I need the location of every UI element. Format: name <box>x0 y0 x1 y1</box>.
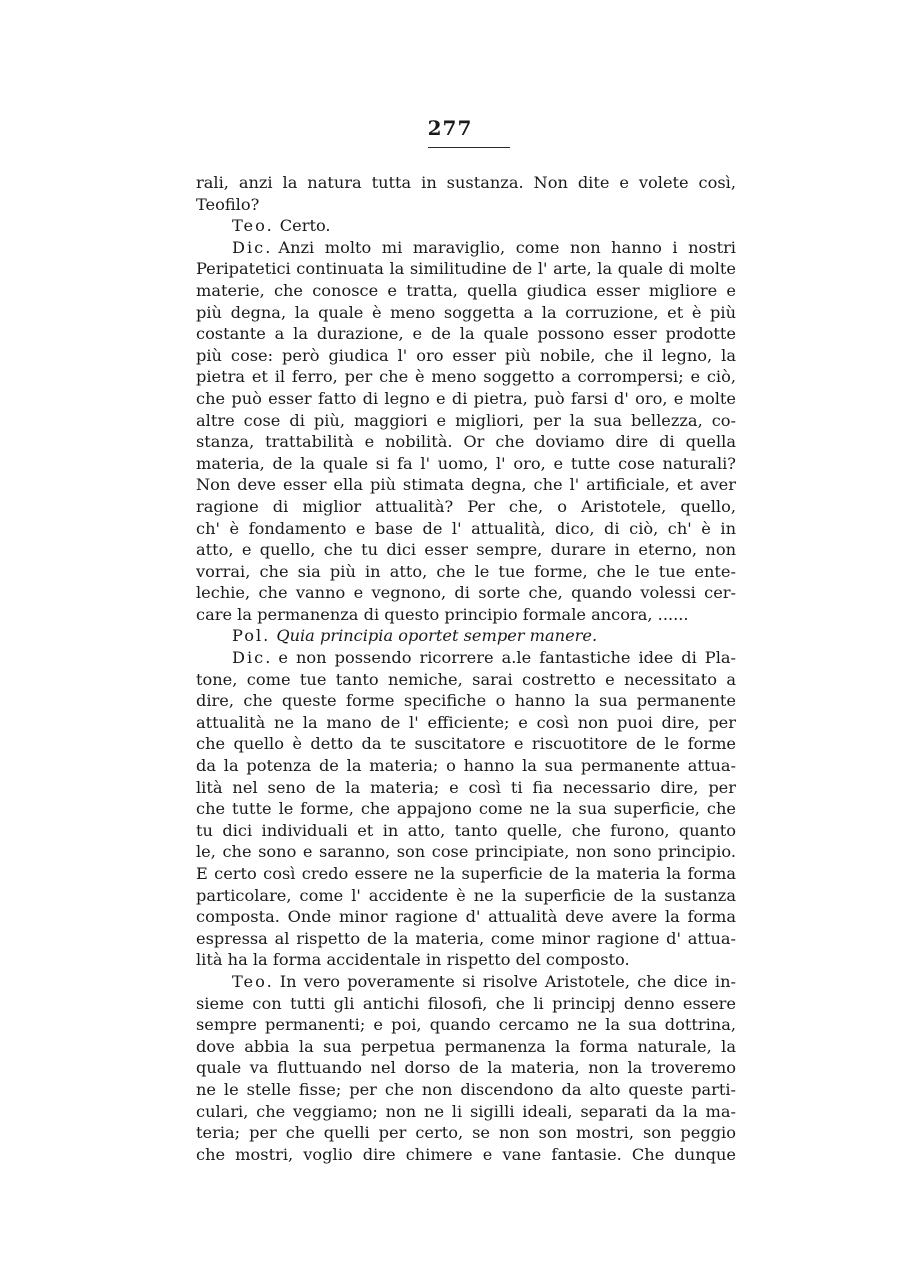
line-text: lità ha la forma accidentale in rispetto del composto. <box>196 950 630 970</box>
line-text: da la potenza de la materia; o hanno la sua permanente attua- <box>196 756 736 776</box>
speaker-line <box>196 971 736 993</box>
text-line <box>196 604 736 626</box>
text-line <box>196 345 736 367</box>
line-text: più cose: però giudica l' oro esser più nobile, che il legno, la <box>196 345 736 365</box>
line-text: Peripatetici continuata la similitudine de l' arte, la quale di molte <box>196 259 736 279</box>
line-text: Quia principia oportet semper manere. <box>276 626 598 646</box>
text-line <box>196 949 736 971</box>
line-text: vorrai, che sia più in atto, che le tue forme, che le tue ente- <box>196 561 736 581</box>
speaker-line <box>196 647 736 669</box>
text-line <box>196 172 736 194</box>
line-text: e non possendo ricorrere a.le fantastiche idee di Pla- <box>278 648 736 668</box>
text-line <box>196 993 736 1015</box>
text-line <box>196 798 736 820</box>
line-text: atto, e quello, che tu dici esser sempre, durare in eterno, non <box>196 540 736 560</box>
text-line <box>196 1101 736 1123</box>
text-line <box>196 1122 736 1144</box>
line-text: sieme con tutti gli antichi filosofi, che li principj denno essere <box>196 993 736 1013</box>
line-text: Teofilo? <box>196 194 260 214</box>
text-line <box>196 323 736 345</box>
text-line <box>196 777 736 799</box>
text-line <box>196 431 736 453</box>
line-text: costante a la durazione, e de la quale possono esser prodotte <box>196 324 736 344</box>
text-line <box>196 863 736 885</box>
speaker-label: Dic. <box>232 648 273 668</box>
text-line <box>196 1057 736 1079</box>
text-line <box>196 280 736 302</box>
text-line <box>196 388 736 410</box>
line-text: lechie, che vanno e vegnono, di sorte che, quando volessi cer- <box>196 583 736 603</box>
text-line <box>196 1014 736 1036</box>
line-text: materia, de la quale si fa l' uomo, l' oro, e tutte cose naturali? <box>196 453 736 473</box>
line-text: particolare, come l' accidente è ne la superficie de la sustanza <box>196 885 736 905</box>
text-line <box>196 690 736 712</box>
line-text: Anzi molto mi maraviglio, come non hanno i nostri <box>278 237 736 257</box>
text-line <box>196 366 736 388</box>
text-line <box>196 669 736 691</box>
text-line <box>196 539 736 561</box>
text-line <box>196 712 736 734</box>
line-text: che mostri, voglio dire chimere e vane fantasie. Che dunque <box>196 1144 736 1164</box>
line-text: dove abbia la sua perpetua permanenza la forma naturale, la <box>196 1036 736 1056</box>
text-line <box>196 496 736 518</box>
line-text: In vero poveramente si risolve Aristotele, che dice in- <box>279 971 736 991</box>
text-line <box>196 258 736 280</box>
line-text: altre cose di più, maggiori e migliori, per la sua bellezza, co- <box>196 410 736 430</box>
text-line <box>196 820 736 842</box>
speaker-line <box>196 215 736 237</box>
page-number: 277 <box>427 116 473 140</box>
line-text: Non deve esser ella più stimata degna, che l' artificiale, et aver <box>196 475 736 495</box>
line-text: quale va fluttuando nel dorso de la materia, non la troveremo <box>196 1058 736 1078</box>
speaker-label: Dic. <box>232 237 273 257</box>
text-line <box>196 561 736 583</box>
line-text: composta. Onde minor ragione d' attualità deve avere la forma <box>196 907 736 927</box>
line-text: che tutte le forme, che appajono come ne la sua superficie, che <box>196 799 736 819</box>
text-line <box>196 733 736 755</box>
text-line <box>196 885 736 907</box>
line-text: le, che sono e saranno, son cose principiate, non sono principio. <box>196 842 736 862</box>
speaker-label: Pol. <box>232 626 271 646</box>
line-text: pietra et il ferro, per che è meno soggetto a corrompersi; e ciò, <box>196 367 736 387</box>
text-line <box>196 474 736 496</box>
text-line <box>196 1036 736 1058</box>
speaker-label: Teo. <box>232 971 274 991</box>
line-text: attualità ne la mano de l' efficiente; e così non puoi dire, per <box>196 712 736 732</box>
line-text: tone, come tue tanto nemiche, sarai costretto e necessitato a <box>196 669 736 689</box>
line-text: dire, che queste forme specifiche o hanno la sua permanente <box>196 691 736 711</box>
line-text: tu dici individuali et in atto, tanto quelle, che furono, quanto <box>196 820 736 840</box>
text-line <box>196 906 736 928</box>
text-line <box>196 582 736 604</box>
line-text: espressa al rispetto de la materia, come minor ragione d' attua- <box>196 928 736 948</box>
page-number-rule <box>428 147 510 148</box>
line-text: lità nel seno de la materia; e così ti fia necessario dire, per <box>196 777 736 797</box>
line-text: teria; per che quelli per certo, se non son mostri, son peggio <box>196 1123 736 1143</box>
text-line <box>196 1144 736 1166</box>
line-text: che quello è detto da te suscitatore e riscuotitore de le forme <box>196 734 736 754</box>
text-line <box>196 841 736 863</box>
line-text: ragione di miglior attualità? Per che, o Aristotele, quello, <box>196 496 736 516</box>
line-text: rali, anzi la natura tutta in sustanza. Non dite e volete così, <box>196 173 736 192</box>
line-text: stanza, trattabilità e nobilità. Or che doviamo dire di quella <box>196 432 736 452</box>
line-text: ne le stelle fisse; per che non discendono da alto queste parti- <box>196 1079 736 1099</box>
text-line <box>196 928 736 950</box>
text-line <box>196 755 736 777</box>
line-text: ch' è fondamento e base de l' attualità, dico, di ciò, ch' è in <box>196 518 736 538</box>
text-line <box>196 1079 736 1101</box>
line-text: più degna, la quale è meno soggetta a la corruzione, et è più <box>196 302 736 322</box>
line-text: E certo così credo essere ne la superficie de la materia la forma <box>196 864 736 883</box>
text-line <box>196 453 736 475</box>
line-text: Certo. <box>279 216 331 236</box>
text-line <box>196 194 736 216</box>
line-text: care la permanenza di questo principio formale ancora, ...... <box>196 604 689 624</box>
body-text <box>196 172 736 1165</box>
text-line <box>196 410 736 432</box>
line-text: culari, che veggiamo; non ne li sigilli ideali, separati da la ma- <box>196 1101 736 1121</box>
text-line <box>196 518 736 540</box>
text-line <box>196 302 736 324</box>
line-text: che può esser fatto di legno e di pietra, può farsi d' oro, e molte <box>196 388 736 408</box>
line-text: sempre permanenti; e poi, quando cercamo ne la sua dottrina, <box>196 1015 736 1035</box>
line-text: materie, che conosce e tratta, quella giudica esser migliore e <box>196 280 736 300</box>
speaker-label: Teo. <box>232 216 274 236</box>
speaker-line <box>196 237 736 259</box>
speaker-line <box>196 625 736 647</box>
